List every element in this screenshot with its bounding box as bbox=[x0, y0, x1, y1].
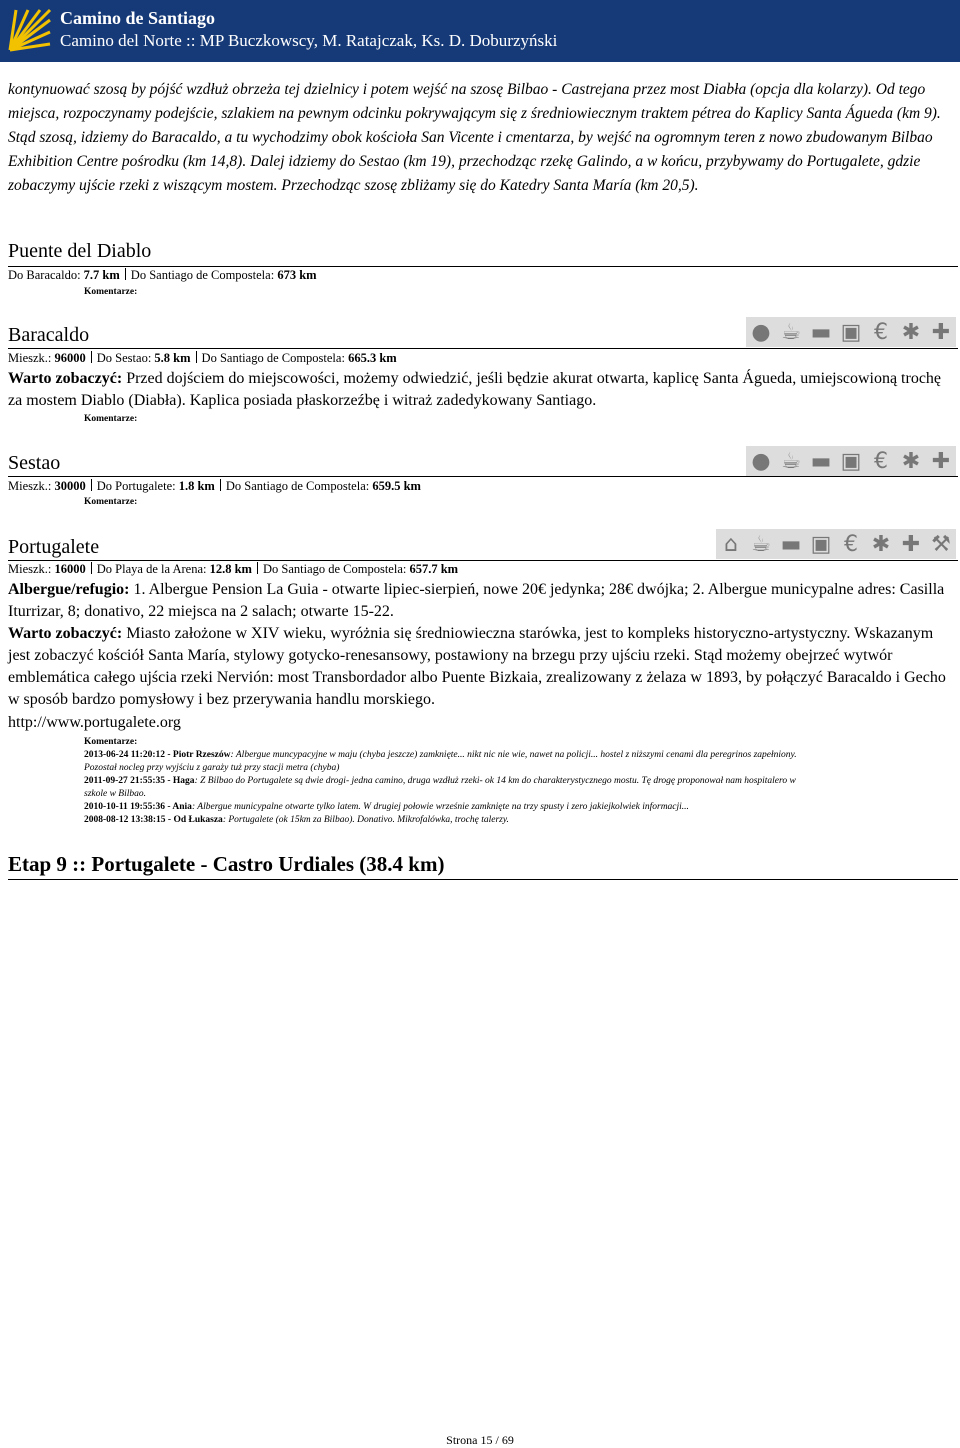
facility-icons-baracaldo bbox=[746, 317, 956, 347]
etap-title: Etap 9 :: Portugalete - Castro Urdiales (38.4 km) bbox=[8, 852, 445, 876]
komentarze-label: Komentarze: bbox=[84, 737, 138, 747]
comment-item bbox=[84, 749, 804, 775]
meta-baracaldo: Mieszk.: 96000 Do Sestao: 5.8 km Do Santiago de Compostela: 665.3 km bbox=[8, 351, 397, 365]
divider bbox=[8, 476, 958, 477]
meta-puente: Do Baracaldo: 7.7 km Do Santiago de Compostela: 673 km bbox=[8, 268, 317, 282]
portugalete-url[interactable]: http://www.portugalete.org bbox=[8, 714, 181, 731]
divider bbox=[8, 348, 958, 349]
money-icon: € bbox=[874, 319, 888, 345]
pharmacy-icon: ✚ bbox=[931, 319, 951, 345]
section-title-baracaldo: Baracaldo bbox=[8, 324, 90, 346]
cafe-icon: ☕ bbox=[781, 448, 801, 474]
facility-icons-sestao bbox=[746, 446, 956, 476]
food-icon: ● bbox=[751, 448, 771, 474]
header-bar bbox=[0, 0, 960, 62]
comment-item bbox=[84, 814, 804, 827]
comment-text: : Portugalete (ok 15km za Bilbao). Donativo. Mikrofalówka, trochę talerzy. bbox=[222, 815, 509, 825]
baracaldo-see: Warto zobaczyć: Przed dojściem do miejscowości, możemy odwiedzić, jeśli będzie akurat otwarta, kaplicę Santa Águeda, umiejscowioną trochę za mostem Diablo (Diabła). Kaplica posiada płaskorzeźbę i witraż zadedykowany Santiago. bbox=[8, 370, 942, 409]
bed-icon: ▬ bbox=[810, 448, 832, 474]
shop-icon: ▣ bbox=[840, 319, 862, 345]
facility-icons-portugalete bbox=[716, 529, 956, 559]
food-icon: ● bbox=[751, 319, 771, 345]
medical-icon: ✱ bbox=[901, 448, 921, 474]
money-icon: € bbox=[874, 448, 888, 474]
header-title: Camino de Santiago bbox=[60, 8, 216, 28]
komentarze-label: Komentarze: bbox=[84, 414, 138, 424]
comment-header: 2013-06-24 11:20:12 - Piotr Rzeszów bbox=[84, 750, 231, 760]
comment-header: 2011-09-27 21:55:35 - Haga bbox=[84, 776, 195, 786]
scallop-shell-logo-icon bbox=[6, 6, 54, 54]
header-subtitle: Camino del Norte :: MP Buczkowscy, M. Ratajczak, Ks. D. Doburzyński bbox=[60, 31, 558, 50]
komentarze-label: Komentarze: bbox=[84, 497, 138, 507]
komentarze-label: Komentarze: bbox=[84, 287, 138, 297]
comment-header: 2008-08-12 13:38:15 - Od Łukasza bbox=[84, 815, 223, 825]
portugalete-see: Warto zobaczyć: Miasto założone w XIV wieku, wyróżnia się średniowieczna starówka, jest to kompleks historyczno-artystyczny. Wskazanym jest zobaczyć kościół Santa María, stylowy gotycko-renesansowy, postawiony na brzegu przy ujściu rzeki. Stąd możemy obejrzeć wytwór emblemática całego ujścia rzeki Nervión: most Transbordador albo Puente Bizkaia, zrealizowany z żelaza w 1893, by połączyć Baracaldo i Gecho w sposób bardzo pomysłowy i bez przerywania handlu morskiego. bbox=[8, 625, 946, 708]
section-title-sestao: Sestao bbox=[8, 452, 61, 474]
portugalete-albergue: Albergue/refugio: 1. Albergue Pension La Guia - otwarte lipiec-sierpień, nowe 20€ jedynka; 28€ dwójka; 2. Albergue municypalne adres: Casilla Iturrizar, 8; donativo, 22 miejsca na 2 salach; otwarte 15-22. bbox=[8, 581, 945, 620]
page-footer: Strona 15 / 69 bbox=[446, 1433, 514, 1447]
pharmacy-icon: ✚ bbox=[931, 448, 951, 474]
intro-paragraph: kontynuować szosą by pójść wzdłuż obrzeża tej dzielnicy i potem wejść na szosę Bilbao - Castrejana przez most Diabła (opcja dla kolarzy). Od tego miejsca, rozpoczynamy podejście, szlakiem na pewnym odcinku pokrywającym się z średniowiecznym traktem pétrea do Kaplicy Santa Águeda (km 9). Stąd szosą, idziemy do Baracaldo, a tu wychodzimy obok kościoła San Vicente i cmentarza, by wejść na ogromnym teren z nowo zbudowanym Bilbao Exhibition Centre pośrodku (km 14,8). Dalej idziemy do Sestao (km 19), przechodząc rzekę Galindo, a w końcu, przybywamy do Portugalete, gdzie zobaczymy ujście rzeki z wiszącym mostem. Przechodząc szosę zbliżamy się do Katedry Santa María (km 20,5). bbox=[8, 81, 941, 194]
cafe-icon: ☕ bbox=[751, 531, 771, 557]
comment-text: : Albergue muncypacyjne w maju (chyba jeszcze) zamknięte... nikt nic nie wie, nawet na policji... hostel z niższymi cenami dla peregrinos zapełniony. Pozostał nocleg przy wyjściu z garaży tuż przy stacji metra (chyba) bbox=[84, 750, 797, 773]
bed-icon: ▬ bbox=[810, 319, 832, 345]
section-title-puente: Puente del Diablo bbox=[8, 240, 152, 262]
cafe-icon: ☕ bbox=[781, 319, 801, 345]
comment-item bbox=[84, 775, 804, 801]
divider bbox=[8, 266, 958, 267]
comment-item bbox=[84, 801, 804, 814]
comment-header: 2010-10-11 19:55:36 - Ania bbox=[84, 802, 192, 812]
meta-sestao: Mieszk.: 30000 Do Portugalete: 1.8 km Do Santiago de Compostela: 659.5 km bbox=[8, 479, 421, 493]
bed-icon: ▬ bbox=[780, 531, 802, 557]
comments-list bbox=[84, 749, 804, 827]
medical-icon: ✱ bbox=[901, 319, 921, 345]
money-icon: € bbox=[844, 531, 858, 557]
section-title-portugalete: Portugalete bbox=[8, 536, 100, 558]
meta-portugalete: Mieszk.: 16000 Do Playa de la Arena: 12.8 km Do Santiago de Compostela: 657.7 km bbox=[8, 562, 459, 576]
repair-icon: ⚒ bbox=[931, 531, 951, 557]
divider bbox=[8, 879, 958, 880]
medical-icon: ✱ bbox=[871, 531, 891, 557]
shop-icon: ▣ bbox=[840, 448, 862, 474]
divider bbox=[8, 560, 958, 561]
comment-text: : Albergue municypalne otwarte tylko latem. W drugiej połowie wrześnie zamknięte na trzy spusty i zero jakiejkolwiek informacji... bbox=[191, 802, 689, 812]
comment-text: : Z Bilbao do Portugalete są dwie drogi- jedna camino, druga wzdłuż rzeki- ok 14 km do charakterystycznego mostu. Tę drogę proponował nam hospitalero w szkole w Bilbao. bbox=[84, 776, 796, 799]
pharmacy-icon: ✚ bbox=[901, 531, 921, 557]
albergue-icon: ⌂ bbox=[724, 531, 738, 557]
shop-icon: ▣ bbox=[810, 531, 832, 557]
